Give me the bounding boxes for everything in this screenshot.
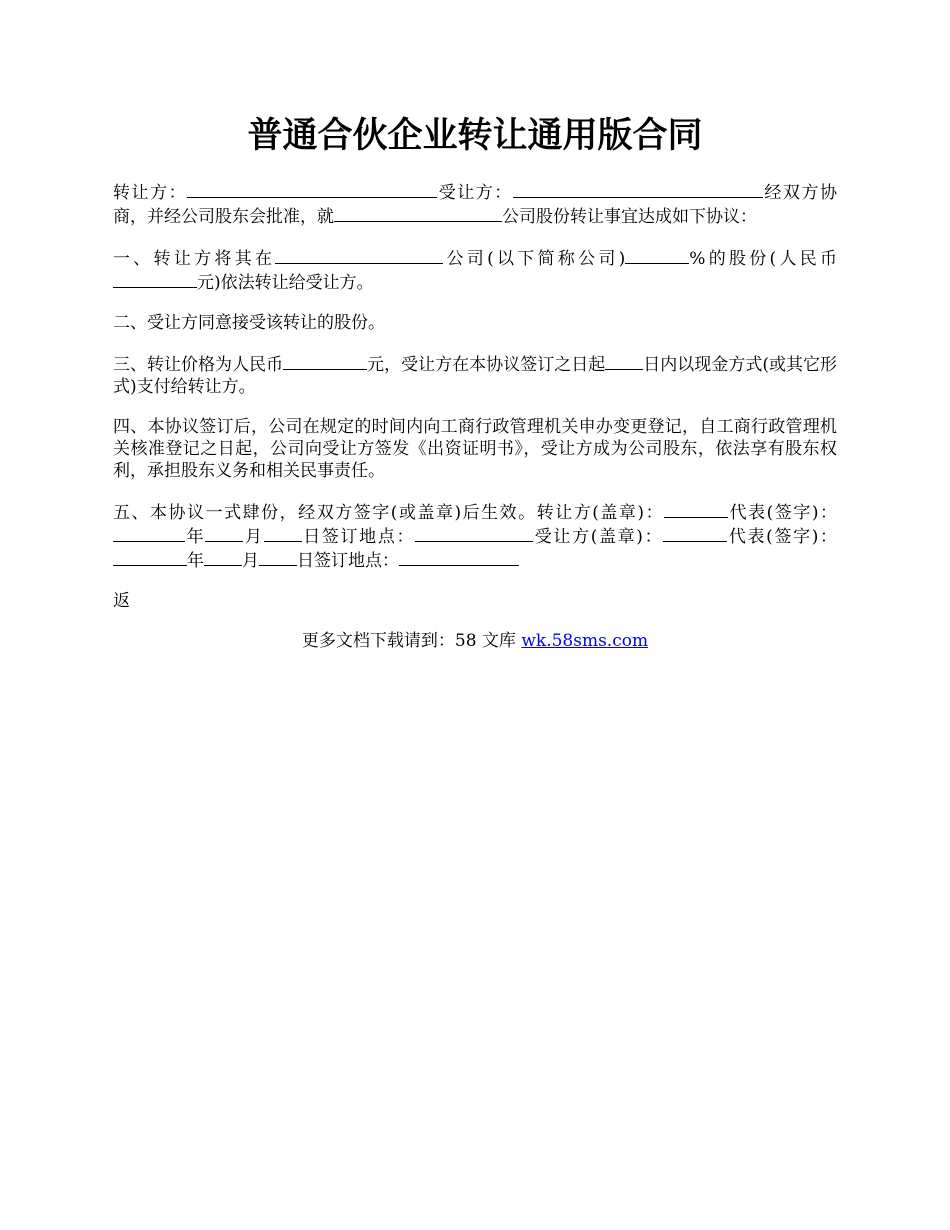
month-2-blank bbox=[204, 548, 242, 566]
clause-3-price-blank bbox=[283, 352, 367, 370]
clause-5-month-1: 月 bbox=[243, 527, 264, 547]
rep-2-blank bbox=[113, 548, 187, 566]
intro-paragraph bbox=[113, 180, 837, 228]
clause-5-year-2: 年 bbox=[187, 551, 204, 571]
footer-prefix: 更多文档下载请到：58 文库 bbox=[301, 631, 522, 651]
trailing-text: 返 bbox=[113, 591, 130, 611]
clause-5-month-2: 月 bbox=[242, 551, 259, 571]
footer-download-link[interactable]: wk.58sms.com bbox=[521, 631, 649, 651]
clause-1-part-1: 一、转让方将其在 bbox=[113, 249, 276, 269]
contract-document bbox=[113, 112, 837, 652]
company-blank bbox=[334, 204, 502, 222]
clause-5 bbox=[113, 500, 837, 572]
clause-1-part-3: %的股份(人民币 bbox=[689, 249, 838, 269]
clause-3-days-blank bbox=[605, 352, 643, 370]
rep-1-blank bbox=[113, 524, 185, 542]
transferor-label: 转让方： bbox=[113, 183, 188, 203]
month-1-blank bbox=[205, 524, 243, 542]
clause-3 bbox=[113, 352, 837, 398]
clause-5-rep-2: 代表(签字)： bbox=[727, 527, 838, 547]
clause-5-year-1: 年 bbox=[185, 527, 206, 547]
day-1-blank bbox=[264, 524, 302, 542]
clause-2: 二、受让方同意接受该转让的股份。 bbox=[113, 313, 385, 333]
transferor-blank bbox=[187, 180, 437, 198]
clause-1-part-2: 公司(以下简称公司) bbox=[443, 249, 626, 269]
place-2-blank bbox=[399, 548, 519, 566]
clause-5-day-place-1: 日签订地点： bbox=[301, 527, 416, 547]
document-title: 普通合伙企业转让通用版合同 bbox=[247, 115, 703, 156]
clause-1-amount-blank bbox=[113, 270, 197, 288]
clause-3-part-3: 日内以现金方式(或其它形式)支付给转让方。 bbox=[113, 355, 838, 397]
transferor-seal-blank bbox=[664, 500, 728, 518]
clause-1-company-blank bbox=[275, 246, 443, 264]
clause-1 bbox=[113, 246, 837, 294]
clause-5-transferee-seal: 受让方(盖章)： bbox=[533, 527, 664, 547]
intro-text: 经双方协商，并经公司股东会批准，就 bbox=[113, 183, 838, 227]
clause-3-part-1: 三、转让价格为人民币 bbox=[113, 355, 284, 375]
day-2-blank bbox=[259, 548, 297, 566]
place-1-blank bbox=[415, 524, 533, 542]
clause-5-rep-1: 代表(签字)： bbox=[728, 503, 838, 523]
transferee-blank bbox=[513, 180, 763, 198]
transferee-seal-blank bbox=[663, 524, 727, 542]
clause-1-percent-blank bbox=[625, 246, 689, 264]
footer bbox=[113, 630, 837, 652]
clause-5-day-place-2: 日签订地点： bbox=[297, 551, 399, 571]
transferee-label: 受让方： bbox=[437, 183, 513, 203]
clause-3-part-2: 元，受让方在本协议签订之日起 bbox=[367, 355, 606, 375]
intro-text-end: 公司股份转让事宜达成如下协议： bbox=[502, 207, 757, 227]
clause-5-part-1: 五、本协议一式肆份，经双方签字(或盖章)后生效。转让方(盖章)： bbox=[113, 503, 665, 523]
clause-1-part-4: 元)依法转让给受让方。 bbox=[197, 273, 374, 293]
clause-4: 四、本协议签订后，公司在规定的时间内向工商行政管理机关申办变更登记，自工商行政管理机关核准登记之日起，公司向受让方签发《出资证明书》，受让方成为公司股东，依法享有股东权利，承担股东义务和相关民事责任。 bbox=[113, 417, 837, 481]
